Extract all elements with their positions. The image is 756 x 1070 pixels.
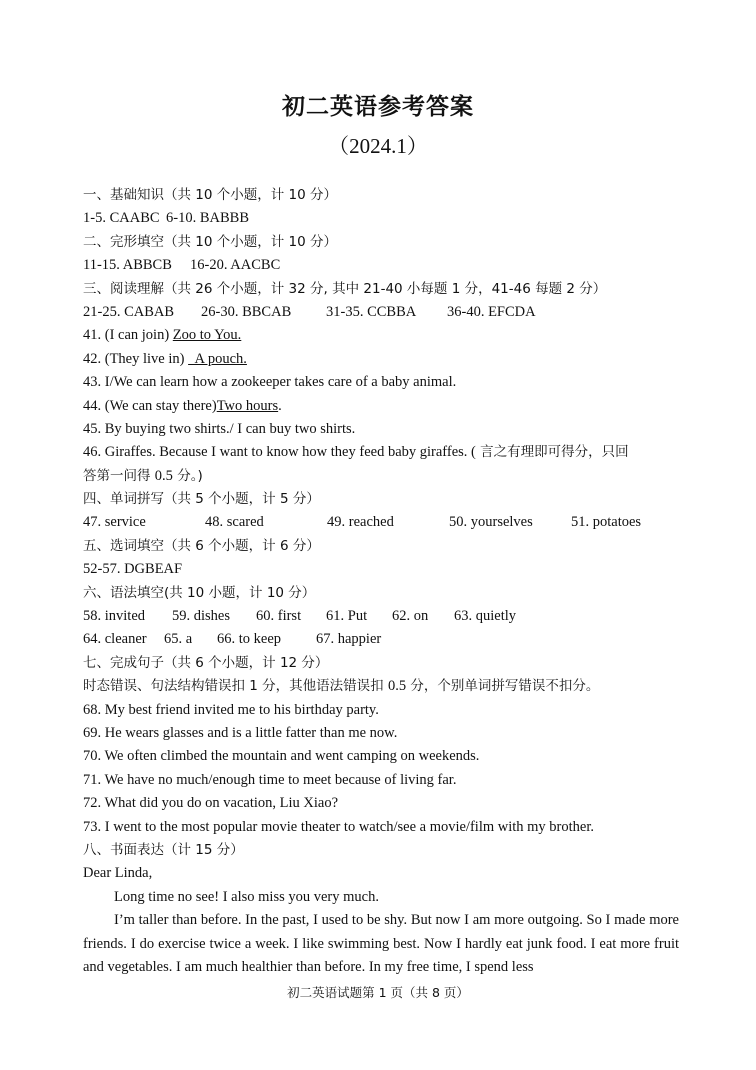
answer-43: 43. I/We can learn how a zookeeper takes care of a baby animal. bbox=[83, 374, 457, 391]
answer-46-line-2 bbox=[83, 465, 679, 488]
letter-paragraph-1: Long time no see! I also miss you very much. bbox=[114, 888, 379, 905]
answer-item: 59. dishes bbox=[172, 608, 230, 625]
answer-item: 64. cleaner bbox=[83, 631, 147, 648]
answer-item: 67. happier bbox=[316, 631, 382, 648]
section-3-heading: 三、阅读理解（共 26 个小题，计 32 分, 其中 21-40 小每题 1 分，41-46 每题 2 分） bbox=[83, 280, 607, 297]
question-prefix: 42. (They live in) bbox=[83, 350, 189, 367]
answer-item: 61. Put bbox=[326, 608, 368, 625]
answer-46-line-1 bbox=[83, 441, 679, 464]
section-1-heading: 一、基础知识（共 10 个小题，计 10 分） bbox=[83, 187, 338, 203]
grading-note-number: 0.5 bbox=[387, 678, 407, 695]
answer-group: 26-30. BBCAB bbox=[201, 303, 292, 320]
answer-group: 11-15. ABBCB bbox=[83, 257, 172, 274]
answer-item: 50. yourselves bbox=[449, 514, 533, 531]
answer-45: 45. By buying two shirts./ I can buy two shirts. bbox=[83, 420, 356, 437]
answer-content bbox=[83, 184, 679, 979]
grading-note-number: 0.5 bbox=[154, 467, 173, 484]
answer-73: 73. I went to the most popular movie theater to watch/see a movie/film with my brother. bbox=[83, 818, 595, 835]
section-1-answers bbox=[83, 207, 679, 230]
grading-note: 言之有理即可得分，只回 bbox=[475, 444, 629, 461]
grading-note: 时态错误、句法结构错误扣 1 分，其他语法错误扣 bbox=[83, 678, 388, 695]
answer-70: 70. We often climbed the mountain and went camping on weekends. bbox=[83, 748, 480, 765]
section-4-heading: 四、单词拼写（共 5 个小题，计 5 分） bbox=[83, 491, 320, 508]
answer-44 bbox=[83, 395, 679, 418]
answer-68: 68. My best friend invited me to his birthday party. bbox=[83, 701, 379, 718]
answer-42 bbox=[83, 348, 679, 371]
question-prefix: 41. (I can join) bbox=[83, 327, 173, 344]
answer-item: 48. scared bbox=[205, 514, 264, 531]
answer-41 bbox=[83, 324, 679, 347]
page-title: 初二英语参考答案 bbox=[282, 93, 474, 120]
answer-item: 66. to keep bbox=[217, 631, 282, 648]
answer-item: 47. service bbox=[83, 514, 146, 531]
section-3-answers bbox=[83, 301, 679, 324]
grading-note: 答第一问得 bbox=[83, 467, 155, 484]
section-7-grading-note bbox=[83, 675, 679, 698]
answer-group: 1-5. CAABC bbox=[83, 210, 160, 227]
section-2-heading: 二、完形填空（共 10 个小题，计 10 分） bbox=[83, 233, 338, 250]
answer-item: 51. potatoes bbox=[571, 514, 642, 531]
section-7-heading: 七、完成句子（共 6 个小题，计 12 分） bbox=[83, 654, 329, 671]
letter-paragraph-2: I’m taller than before. In the past, I used to be shy. But now I am more outgoing. So I made more friends. I do exercise twice a week. I like swimming best. Now I hardly eat junk food. I eat more fruit and vegetables. I am much healthier than before. In my free time, I spend less bbox=[83, 912, 679, 975]
answer-group: 36-40. EFCDA bbox=[447, 303, 536, 320]
section-6-heading: 六、语法填空(共 10 小题，计 10 分） bbox=[83, 584, 316, 601]
underlined-answer: A pouch. bbox=[188, 350, 247, 367]
section-6-answers-row-2 bbox=[83, 628, 679, 651]
answer-group: 31-35. CCBBA bbox=[326, 303, 417, 320]
section-4-answers bbox=[83, 511, 679, 534]
answer-group: 16-20. AACBC bbox=[190, 257, 281, 274]
underlined-answer: Zoo to You. bbox=[172, 327, 242, 344]
answer-item: 63. quietly bbox=[454, 608, 517, 625]
question-prefix: 44. (We can stay there) bbox=[83, 397, 217, 414]
answer-46-text: 46. Giraffes. Because I want to know how they feed baby giraffes. ( bbox=[83, 444, 476, 461]
answer-group: 21-25. CABAB bbox=[83, 303, 175, 320]
letter-salutation: Dear Linda, bbox=[83, 865, 153, 882]
grading-note: 分，个别单词拼写错误不扣分。 bbox=[406, 678, 600, 695]
answer-71: 71. We have no much/enough time to meet because of living far. bbox=[83, 771, 457, 788]
answer-suffix: . bbox=[278, 397, 282, 414]
section-5-heading: 五、选词填空（共 6 个小题，计 6 分） bbox=[83, 537, 320, 554]
answer-item: 62. on bbox=[392, 608, 429, 625]
section-2-answers bbox=[83, 254, 679, 277]
section-6-answers-row-1 bbox=[83, 605, 679, 628]
answer-item: 49. reached bbox=[327, 514, 394, 531]
section-5-answers: 52-57. DGBEAF bbox=[83, 561, 183, 578]
answer-item: 65. a bbox=[164, 631, 193, 648]
underlined-answer: Two hours bbox=[216, 397, 279, 414]
section-8-heading: 八、书面表达（计 15 分） bbox=[83, 841, 244, 858]
page-subtitle: （2024.1） bbox=[328, 134, 428, 158]
answer-72: 72. What did you do on vacation, Liu Xiao? bbox=[83, 795, 339, 812]
answer-item: 58. invited bbox=[83, 608, 146, 625]
answer-item: 60. first bbox=[256, 608, 302, 625]
grading-note: 分。) bbox=[172, 467, 203, 484]
page-footer: 初二英语试题第 1 页（共 8 页） bbox=[287, 985, 469, 1000]
answer-69: 69. He wears glasses and is a little fatter than me now. bbox=[83, 724, 398, 741]
answer-group: 6-10. BABBB bbox=[166, 210, 249, 227]
